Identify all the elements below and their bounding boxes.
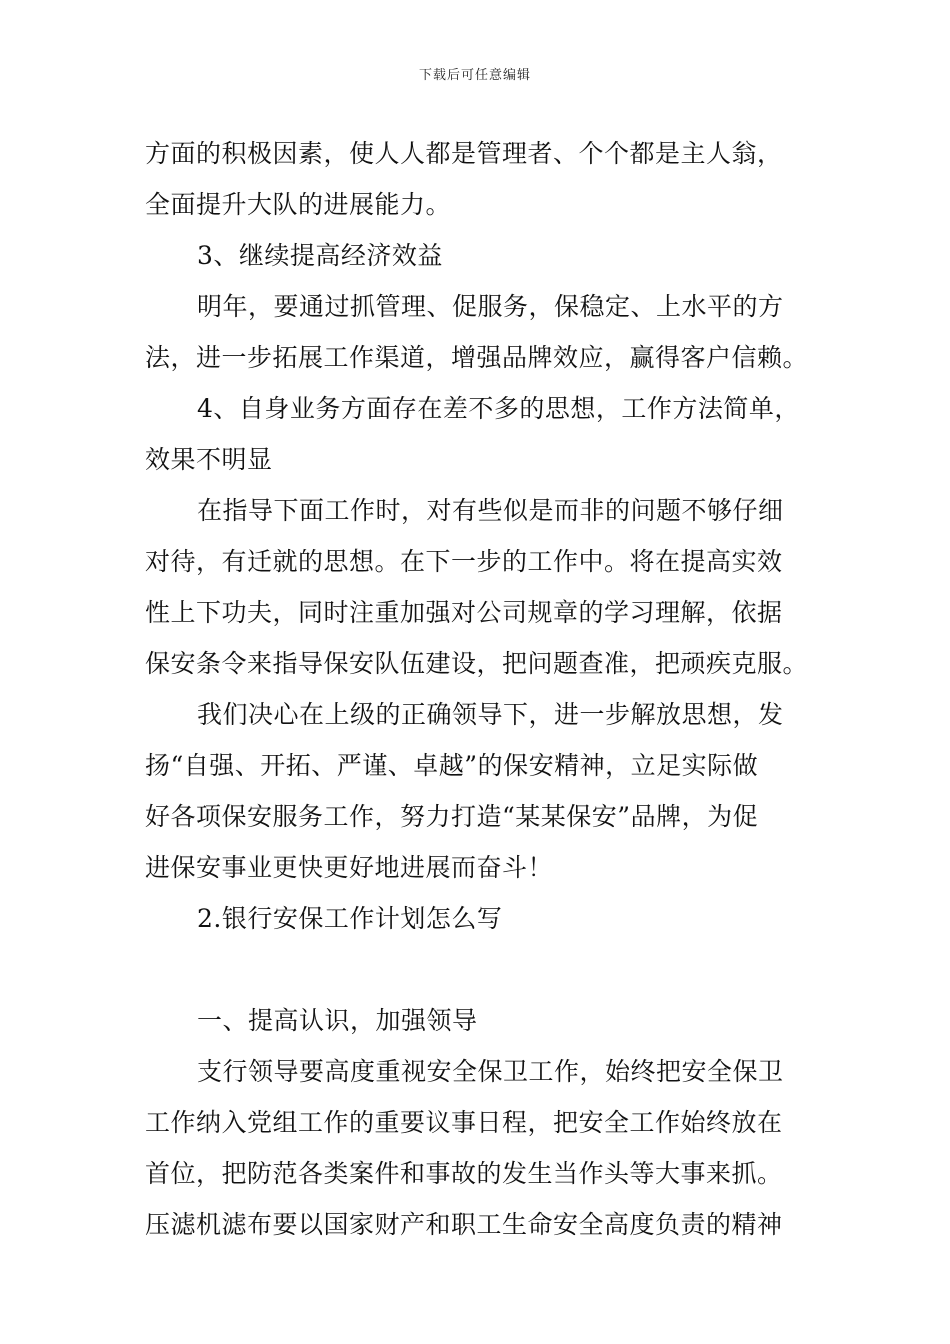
- text-line: 全面提升大队的进展能力。: [145, 190, 452, 219]
- blank-line: [145, 944, 810, 995]
- text-line: 扬“自强、开拓、严谨、卓越”的保安精神，立足实际做: [145, 751, 759, 780]
- text-line: 在指导下面工作时，对有些似是而非的问题不够仔细: [197, 496, 784, 525]
- text-line: 保安条令来指导保安队伍建设，把问题查准，把顽疾克服。: [145, 649, 809, 678]
- text-line: 法，进一步拓展工作渠道，增强品牌效应，赢得客户信赖。: [145, 343, 809, 372]
- document-body: [145, 128, 810, 1250]
- text-line: 明年，要通过抓管理、促服务，保稳定、上水平的方: [197, 292, 784, 321]
- text-line: 对待，有迁就的思想。在下一步的工作中。将在提高实效: [145, 547, 783, 576]
- page-header-note: 下载后可任意编辑: [418, 68, 531, 83]
- section-heading: 2.银行安保工作计划怎么写: [197, 904, 503, 933]
- text-line: 我们决心在上级的正确领导下，进一步解放思想，发: [197, 700, 784, 729]
- section-heading: 3、继续提高经济效益: [197, 241, 443, 270]
- text-line: 支行领导要高度重视安全保卫工作，始终把安全保卫: [197, 1057, 784, 1086]
- text-line: 性上下功夫，同时注重加强对公司规章的学习理解，依据: [145, 598, 783, 627]
- section-heading: 4、自身业务方面存在差不多的思想，工作方法简单，: [197, 394, 800, 423]
- text-line: 进保安事业更快更好地进展而奋斗！: [145, 853, 554, 882]
- section-heading: 一、提高认识，加强领导: [197, 1006, 478, 1035]
- text-line: 压滤机滤布要以国家财产和职工生命安全高度负责的精神: [145, 1210, 783, 1239]
- text-line: 首位，把防范各类案件和事故的发生当作头等大事来抓。: [145, 1159, 783, 1188]
- text-line: 工作纳入党组工作的重要议事日程，把安全工作始终放在: [145, 1108, 783, 1137]
- text-line: 方面的积极因素，使人人都是管理者、个个都是主人翁，: [145, 139, 783, 168]
- text-line: 好各项保安服务工作，努力打造“某某保安”品牌，为促: [145, 802, 759, 831]
- text-line: 效果不明显: [145, 445, 273, 474]
